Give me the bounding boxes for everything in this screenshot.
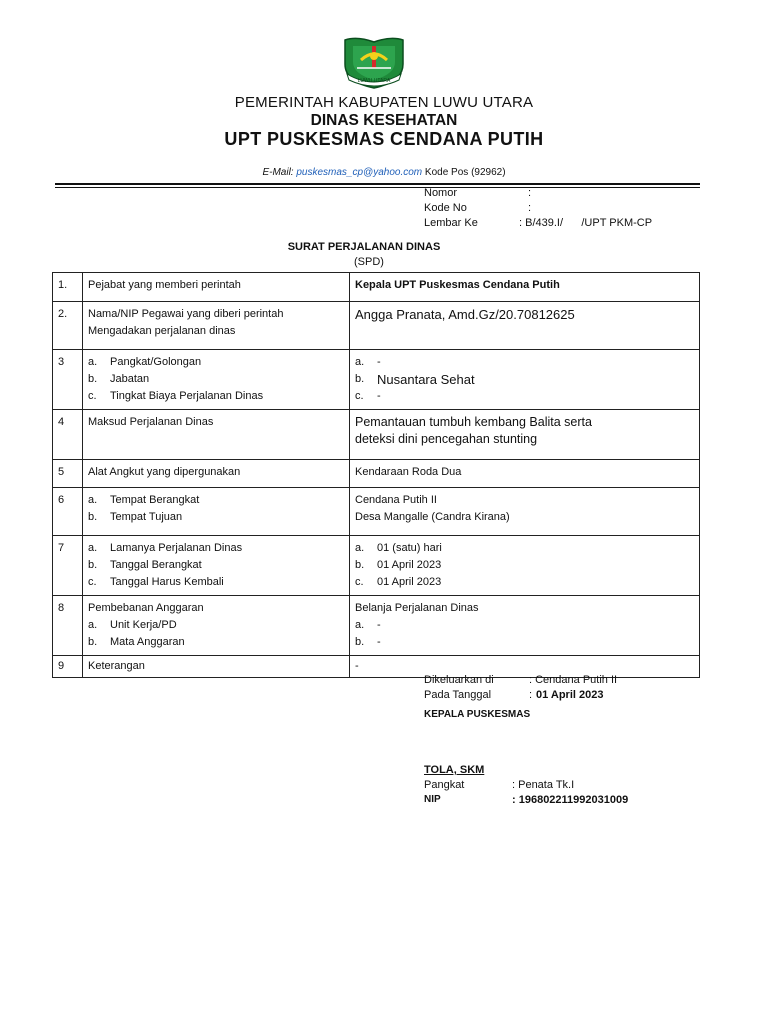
row-value bbox=[350, 350, 700, 410]
sub-value: a. 01 (satu) hari bbox=[355, 542, 442, 554]
meta-label-kode: Kode No bbox=[424, 202, 467, 214]
institution-name: UPT PUSKESMAS CENDANA PUTIH bbox=[224, 129, 544, 149]
header-divider-thick bbox=[55, 183, 700, 185]
row-number: 5 bbox=[53, 460, 83, 488]
row-number: 2. bbox=[53, 302, 83, 350]
row-number: 7 bbox=[53, 536, 83, 596]
table-row bbox=[53, 460, 700, 488]
postal-code: Kode Pos (92962) bbox=[424, 167, 506, 178]
date-value: 01 April 2023 bbox=[536, 689, 604, 701]
sub-value: b. Nusantara Sehat bbox=[355, 372, 475, 387]
sub-value: c. 01 April 2023 bbox=[355, 576, 442, 588]
table-row bbox=[53, 273, 700, 302]
sub-value: a. - bbox=[355, 356, 381, 368]
row-value bbox=[350, 488, 700, 536]
rank-label: Pangkat bbox=[424, 779, 465, 791]
sub-item: b. Tanggal Berangkat bbox=[88, 559, 202, 571]
row-description-line: Mengadakan perjalanan dinas bbox=[88, 325, 236, 337]
sub-item: a. Pangkat/Golongan bbox=[88, 356, 202, 368]
sub-item: a. Tempat Berangkat bbox=[88, 494, 200, 506]
nip-label: NIP bbox=[424, 794, 441, 805]
signatory-name: TOLA, SKM bbox=[424, 764, 485, 776]
table-row bbox=[53, 410, 700, 460]
meta-value-lembar: : B/439.I/ /UPT PKM-CP bbox=[519, 217, 653, 229]
sub-item: b. Mata Anggaran bbox=[88, 636, 185, 648]
letter-meta bbox=[424, 187, 704, 237]
row-value bbox=[350, 410, 700, 460]
spd-table bbox=[52, 272, 700, 678]
row-description bbox=[83, 596, 350, 656]
date-label: Pada Tanggal bbox=[424, 689, 492, 701]
row-value: Kepala UPT Puskesmas Cendana Putih bbox=[350, 273, 700, 302]
agency-name: DINAS KESEHATAN bbox=[310, 112, 458, 129]
row-description: Pejabat yang memberi perintah bbox=[83, 273, 350, 302]
svg-text:LUWU UTARA: LUWU UTARA bbox=[357, 78, 391, 84]
sub-item: a. Lamanya Perjalanan Dinas bbox=[88, 542, 243, 554]
table-row bbox=[53, 488, 700, 536]
row-description bbox=[83, 302, 350, 350]
row-number: 6 bbox=[53, 488, 83, 536]
nip-value: : 196802211992031009 bbox=[512, 794, 629, 806]
row-description-line: Nama/NIP Pegawai yang diberi perintah bbox=[88, 308, 284, 320]
document-subtitle: (SPD) bbox=[354, 256, 384, 268]
row-value bbox=[350, 596, 700, 656]
row-number: 8 bbox=[53, 596, 83, 656]
row-description: Maksud Perjalanan Dinas bbox=[83, 410, 350, 460]
sub-item: b. Jabatan bbox=[88, 373, 150, 385]
row-number: 9 bbox=[53, 656, 83, 678]
row-description bbox=[83, 536, 350, 596]
signatory-position: KEPALA PUSKESMAS bbox=[424, 709, 531, 720]
meta-value-kode: : bbox=[528, 202, 532, 214]
meta-label-lembar: Lembar Ke bbox=[424, 217, 478, 229]
row-value: Angga Pranata, Amd.Gz/20.70812625 bbox=[350, 302, 700, 350]
sub-value: a. - bbox=[355, 619, 381, 631]
issued-value: : Cendana Putih II bbox=[529, 674, 618, 686]
signature-block bbox=[424, 674, 724, 834]
table-row bbox=[53, 596, 700, 656]
sub-value: c. - bbox=[355, 390, 381, 402]
contact-line bbox=[0, 167, 768, 178]
row-number: 4 bbox=[53, 410, 83, 460]
row-number: 1. bbox=[53, 273, 83, 302]
row-value bbox=[350, 536, 700, 596]
table-row bbox=[53, 350, 700, 410]
row-number: 3 bbox=[53, 350, 83, 410]
table-row bbox=[53, 302, 700, 350]
meta-value-nomor: : bbox=[528, 187, 532, 199]
row-description bbox=[83, 350, 350, 410]
row-value-line: deteksi dini pencegahan stunting bbox=[355, 432, 538, 446]
row-value-line: Pemantauan tumbuh kembang Balita serta bbox=[355, 415, 592, 429]
row-description: Keterangan bbox=[83, 656, 350, 678]
row-value-line: Belanja Perjalanan Dinas bbox=[355, 602, 479, 614]
government-name: PEMERINTAH KABUPATEN LUWU UTARA bbox=[234, 94, 534, 111]
row-value-line: Desa Mangalle (Candra Kirana) bbox=[355, 511, 510, 523]
email-link[interactable]: puskesmas_cp@yahoo.com bbox=[296, 167, 423, 178]
sub-value: b. 01 April 2023 bbox=[355, 559, 442, 571]
rank-value: : Penata Tk.I bbox=[512, 779, 575, 791]
row-value: Kendaraan Roda Dua bbox=[350, 460, 700, 488]
row-value-line: Cendana Putih II bbox=[355, 494, 437, 506]
document-title: SURAT PERJALANAN DINAS bbox=[287, 241, 441, 253]
sub-item: b. Tempat Tujuan bbox=[88, 511, 183, 523]
sub-item: c. Tanggal Harus Kembali bbox=[88, 576, 224, 588]
email-label: E-Mail: bbox=[262, 167, 294, 178]
sub-item: c. Tingkat Biaya Perjalanan Dinas bbox=[88, 390, 264, 402]
table-row bbox=[53, 536, 700, 596]
row-description: Alat Angkut yang dipergunakan bbox=[83, 460, 350, 488]
meta-label-nomor: Nomor bbox=[424, 187, 458, 199]
row-description-line: Pembebanan Anggaran bbox=[88, 602, 204, 614]
issued-label: Dikeluarkan di bbox=[424, 674, 494, 686]
regency-coat-of-arms-icon bbox=[339, 34, 409, 90]
row-description bbox=[83, 488, 350, 536]
date-colon: : bbox=[529, 689, 533, 701]
sub-value: b. - bbox=[355, 636, 381, 648]
sub-item: a. Unit Kerja/PD bbox=[88, 619, 177, 631]
row-value: - bbox=[350, 656, 700, 678]
